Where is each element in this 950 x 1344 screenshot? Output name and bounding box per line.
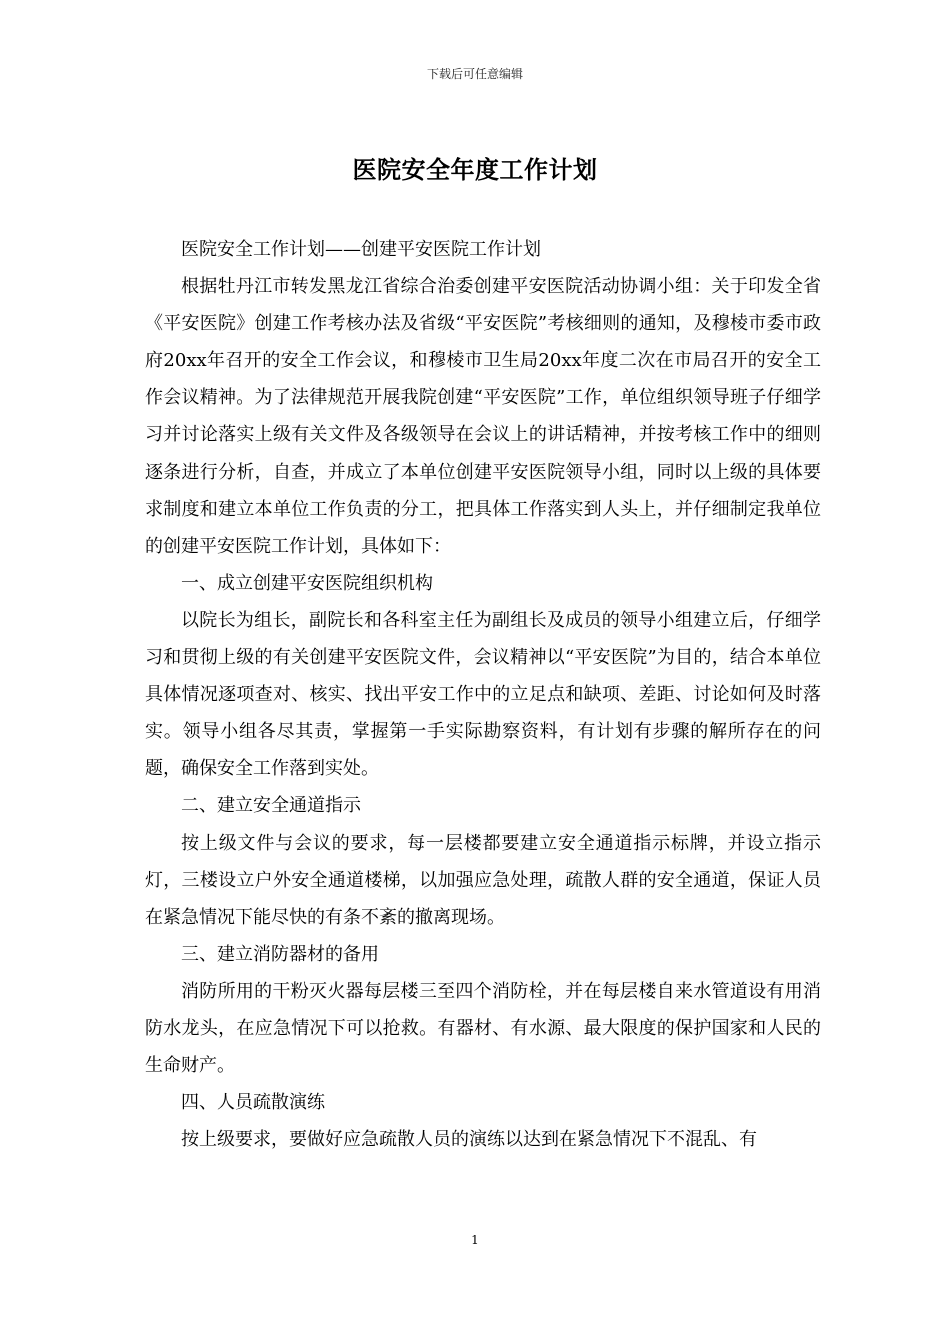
subtitle-paragraph: 医院安全工作计划——创建平安医院工作计划: [181, 239, 541, 260]
document-title: 医院安全年度工作计划: [352, 155, 598, 184]
section-paragraph-4: 按上级要求，要做好应急疏散人员的演练以达到在紧急情况下不混乱、有: [181, 1129, 757, 1151]
intro-paragraph: 根据牡丹江市转发黑龙江省综合治委创建平安医院活动协调小组：关于印发全省《平安医院》创建工作考核办法及省级“平安医院”考核细则的通知，及穆棱市委市政府20xx年召开的安全工作会议，和穆棱市卫生局20xx年度二次在市局召开的安全工作会议精神。为了法律规范开展我院创建“平安医院”工作，单位组织领导班子仔细学习并讨论落实上级有关文件及各级领导在会议上的讲话精神，并按考核工作中的细则逐条进行分析，自查，并成立了本单位创建平安医院领导小组，同时以上级的具体要求制度和建立本单位工作负责的分工，把具体工作落实到人头上，并仔细制定我单位的创建平安医院工作计划，具体如下：: [145, 276, 821, 557]
section-paragraph-3: 消防所用的干粉灭火器每层楼三至四个消防栓，并在每层楼自来水管道设有用消防水龙头，在应急情况下可以抢救。有器材、有水源、最大限度的保护国家和人民的生命财产。: [145, 980, 821, 1077]
document-body: [145, 231, 821, 1158]
page-number: 1: [471, 1233, 479, 1247]
page-header: 下载后可任意编辑: [426, 67, 523, 81]
section-paragraph-2: 按上级文件与会议的要求，每一层楼都要建立安全通道指示标牌，并设立指示灯，三楼设立户外安全通道楼梯，以加强应急处理，疏散人群的安全通道，保证人员在紧急情况下能尽快的有条不紊的撤离现场。: [145, 832, 821, 928]
section-heading-4: 四、人员疏散演练: [181, 1092, 325, 1114]
section-heading-1: 一、成立创建平安医院组织机构: [181, 572, 433, 594]
section-heading-2: 二、建立安全通道指示: [181, 795, 361, 817]
section-heading-3: 三、建立消防器材的备用: [181, 943, 379, 965]
section-paragraph-1: 以院长为组长，副院长和各科室主任为副组长及成员的领导小组建立后，仔细学习和贯彻上级的有关创建平安医院文件，会议精神以“平安医院”为目的，结合本单位具体情况逐项查对、核实、找出平安工作中的立足点和缺项、差距、讨论如何及时落实。领导小组各尽其责，掌握第一手实际勘察资料，有计划有步骤的解所存在的问题，确保安全工作落到实处。: [145, 609, 821, 780]
